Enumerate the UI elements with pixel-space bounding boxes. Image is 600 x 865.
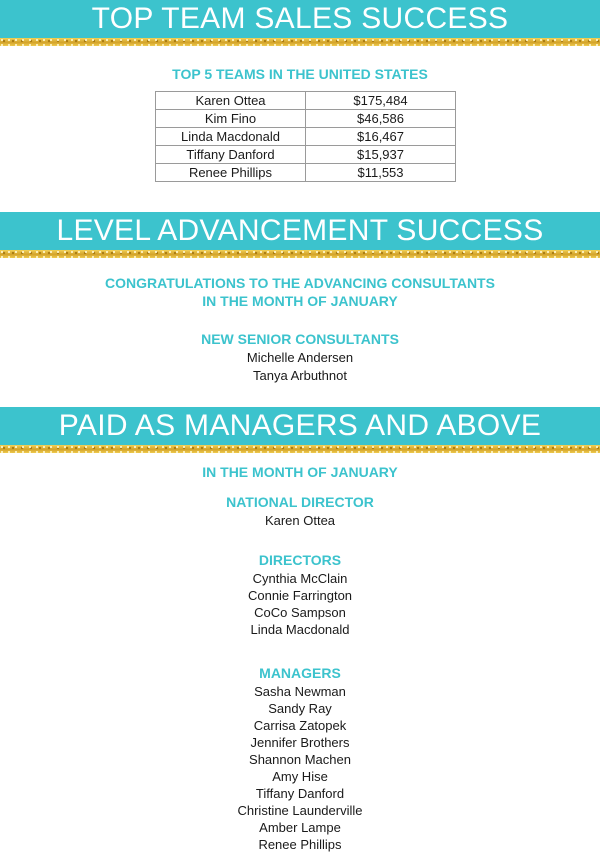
manager-name: Sandy Ray (268, 701, 332, 716)
director-name: Cynthia McClain (252, 571, 348, 586)
senior-consultant-name: Tanya Arbuthnot (253, 368, 347, 383)
manager-name: Jennifer Brothers (250, 735, 350, 750)
team-name: Karen Ottea (156, 92, 306, 110)
level-advancement-banner-title: LEVEL ADVANCEMENT SUCCESS (56, 214, 544, 247)
level-advancement-banner (0, 212, 600, 258)
paid-as-managers-banner-title: PAID AS MANAGERS AND ABOVE (58, 409, 542, 442)
gold-glitter-divider (0, 250, 600, 258)
national-director-name: Karen Ottea (264, 513, 336, 528)
team-sales: $16,467 (306, 128, 456, 146)
gold-glitter-divider (0, 38, 600, 46)
table-row (156, 92, 456, 110)
manager-name: Carrisa Zatopek (253, 718, 347, 733)
team-name: Linda Macdonald (156, 128, 306, 146)
team-name: Tiffany Danford (156, 146, 306, 164)
team-sales: $46,586 (306, 110, 456, 128)
team-name: Kim Fino (156, 110, 306, 128)
managers-heading: MANAGERS (259, 665, 341, 681)
team-name: Renee Phillips (156, 164, 306, 182)
top-teams-subtitle: TOP 5 TEAMS IN THE UNITED STATES (172, 66, 428, 82)
manager-name: Tiffany Danford (255, 786, 345, 801)
table-row (156, 110, 456, 128)
senior-consultant-name: Michelle Andersen (246, 350, 354, 365)
senior-consultants-heading: NEW SENIOR CONSULTANTS (201, 331, 399, 347)
manager-name: Renee Phillips (258, 837, 342, 852)
congrats-line-1: CONGRATULATIONS TO THE ADVANCING CONSULTANTS (105, 275, 495, 291)
top-team-banner (0, 0, 600, 46)
team-sales: $175,484 (306, 92, 456, 110)
top-teams-table (155, 91, 456, 182)
director-name: Connie Farrington (247, 588, 353, 603)
manager-name: Amber Lampe (259, 820, 341, 835)
team-sales: $11,553 (306, 164, 456, 182)
top-team-banner-title: TOP TEAM SALES SUCCESS (91, 2, 509, 35)
table-row (156, 164, 456, 182)
director-name: CoCo Sampson (254, 605, 346, 620)
gold-glitter-divider (0, 445, 600, 453)
directors-heading: DIRECTORS (258, 552, 342, 568)
table-row (156, 146, 456, 164)
national-director-heading: NATIONAL DIRECTOR (226, 494, 374, 510)
team-sales: $15,937 (306, 146, 456, 164)
manager-name: Shannon Machen (249, 752, 351, 767)
manager-name: Sasha Newman (254, 684, 346, 699)
manager-name: Amy Hise (272, 769, 328, 784)
managers-month: IN THE MONTH OF JANUARY (202, 464, 398, 480)
manager-name: Christine Launderville (237, 803, 363, 818)
table-row (156, 128, 456, 146)
paid-as-managers-banner (0, 407, 600, 453)
director-name: Linda Macdonald (250, 622, 350, 637)
congrats-line-2: IN THE MONTH OF JANUARY (202, 293, 398, 309)
